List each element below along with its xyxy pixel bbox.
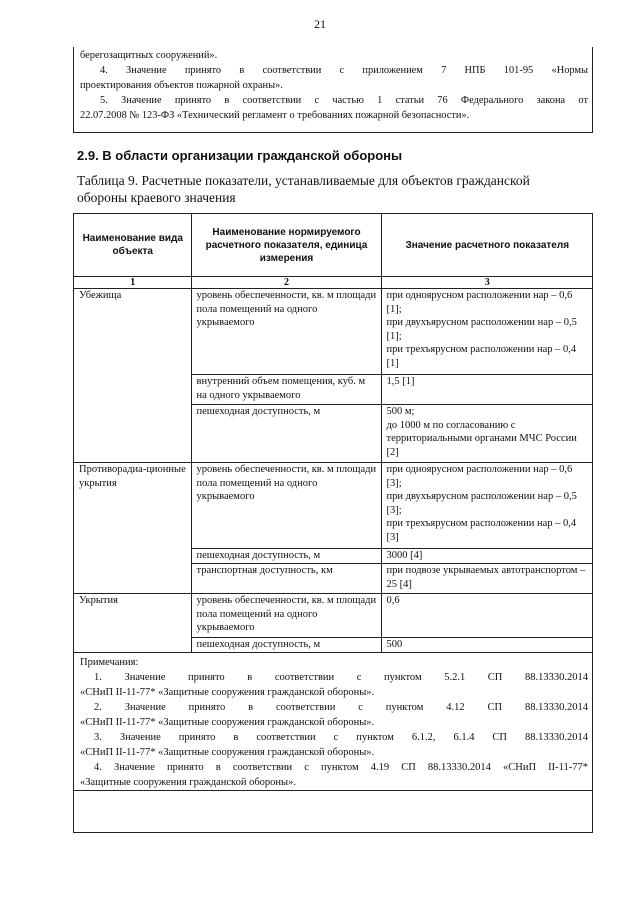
column-number-1: 1: [74, 277, 191, 289]
value-cell: [381, 549, 592, 564]
table-row: [74, 289, 592, 375]
value-cell: [381, 289, 592, 375]
value-line: при трехъярусном расположении нар – 0,4 [1]: [386, 344, 577, 369]
notes-cell: [74, 653, 592, 791]
header-indicator-text: Наименование нормируемого расчетного показателя, единица измерения: [205, 226, 368, 264]
value-line: при одноярусном расположении нар – 0,6 [3];: [386, 464, 573, 489]
header-value: [381, 214, 592, 277]
note-1-line-2: «СНиП II-11-77* «Защитные сооружения гражданской обороны».: [80, 687, 375, 698]
note-4-line-1: 4. Значение принято в соответствии с пунктом 4.19 СП 88.13330.2014 «СНиП II-11-77*: [94, 762, 588, 773]
header-indicator: [191, 214, 381, 277]
table-row: [74, 463, 592, 549]
value-line: 500 м;: [386, 406, 415, 417]
value-cell: [381, 564, 592, 594]
value-line: при двухъярусном расположении нар – 0,5 [3];: [386, 491, 577, 516]
note-4-line-2: проектирования объектов пожарной охраны».: [80, 80, 283, 91]
note-5-line-2: 22.07.2008 № 123-ФЗ «Технический регламент о требованиях пожарной безопасности».: [80, 110, 470, 121]
header-value-text: Значение расчетного показателя: [405, 239, 570, 251]
note-5-line-1: 5. Значение принято в соответствии с частью 1 статьи 76 Федерального закона от: [100, 95, 588, 106]
column-number-2: 2: [191, 277, 381, 289]
value-line: при одноярусном расположении нар – 0,6 [1];: [386, 290, 573, 315]
value-line: 0,6: [386, 595, 400, 606]
value-line: до 1000 м по согласованию с территориальными органами МЧС России [2]: [386, 419, 577, 458]
note-1-line-1: 1. Значение принято в соответствии с пунктом 5.2.1 СП 88.13330.2014: [94, 672, 588, 683]
note-2-line-2: «СНиП II-11-77* «Защитные сооружения гражданской обороны».: [80, 717, 375, 728]
note-3-line-2: «СНиП II-11-77* «Защитные сооружения гражданской обороны».: [80, 747, 375, 758]
value-cell: [381, 463, 592, 549]
note-2-line-1: 2. Значение принято в соответствии с пунктом 4.12 СП 88.13330.2014: [94, 702, 588, 713]
indicator-cell: транспортная доступность, км: [191, 564, 381, 594]
note-4-line-2: «Защитные сооружения гражданской обороны».: [80, 777, 296, 788]
indicator-cell: пешеходная доступность, м: [191, 405, 381, 463]
value-line: 1,5 [1]: [386, 376, 415, 387]
table-caption-line-1: Таблица 9. Расчетные показатели, устанавливаемые для объектов гражданской: [77, 173, 530, 188]
table-caption-line-2: обороны краевого значения: [77, 190, 236, 205]
value-line: 500: [386, 639, 403, 650]
note-4-line-1: 4. Значение принято в соответствии с приложением 7 НПБ 101-95 «Нормы: [100, 65, 588, 76]
table-row: [74, 594, 592, 638]
indicator-cell: уровень обеспеченности, кв. м площади пола помещений на одного укрываемого: [191, 463, 381, 549]
value-cell: [381, 405, 592, 463]
value-line: 3000 [4]: [386, 550, 423, 561]
value-cell: [381, 638, 592, 653]
object-type-cell: Противорадиа-ционные укрытия: [74, 463, 191, 594]
object-type-cell: Убежища: [74, 289, 191, 463]
section-heading: 2.9. В области организации гражданской обороны: [77, 148, 403, 163]
previous-table-notes: [73, 47, 593, 133]
value-line: при трехъярусном расположении нар – 0,4 [3]: [386, 518, 577, 543]
value-cell: [381, 594, 592, 638]
column-number-3: 3: [381, 277, 592, 289]
column-numbers-row: [74, 277, 592, 289]
page-number: 21: [314, 17, 326, 31]
value-cell: [381, 375, 592, 405]
indicator-table: [74, 214, 592, 791]
indicator-cell: пешеходная доступность, м: [191, 549, 381, 564]
notes-row: [74, 653, 592, 791]
indicator-cell: уровень обеспеченности, кв. м площади пола помещений на одного укрываемого: [191, 594, 381, 638]
table-caption: [77, 172, 597, 206]
note-3-line-1: 3. Значение принято в соответствии с пунктом 6.1.2, 6.1.4 СП 88.13330.2014: [94, 732, 588, 743]
notes-title: Примечания:: [80, 657, 139, 668]
indicator-cell: пешеходная доступность, м: [191, 638, 381, 653]
table-9: [73, 213, 593, 833]
indicator-cell: внутренний объем помещения, куб. м на одного укрываемого: [191, 375, 381, 405]
value-line: при подвозе укрываемых автотранспортом – 25 [4]: [386, 565, 586, 590]
object-type-cell: Укрытия: [74, 594, 191, 653]
header-object-type-text: Наименование вида объекта: [82, 233, 183, 257]
value-line: при двухъярусном расположении нар – 0,5 [1];: [386, 317, 577, 342]
header-object-type: [74, 214, 191, 277]
note-continuation: берегозащитных сооружений».: [80, 50, 218, 61]
table-header-row: [74, 214, 592, 277]
indicator-cell: уровень обеспеченности, кв. м площади пола помещений на одного укрываемого: [191, 289, 381, 375]
